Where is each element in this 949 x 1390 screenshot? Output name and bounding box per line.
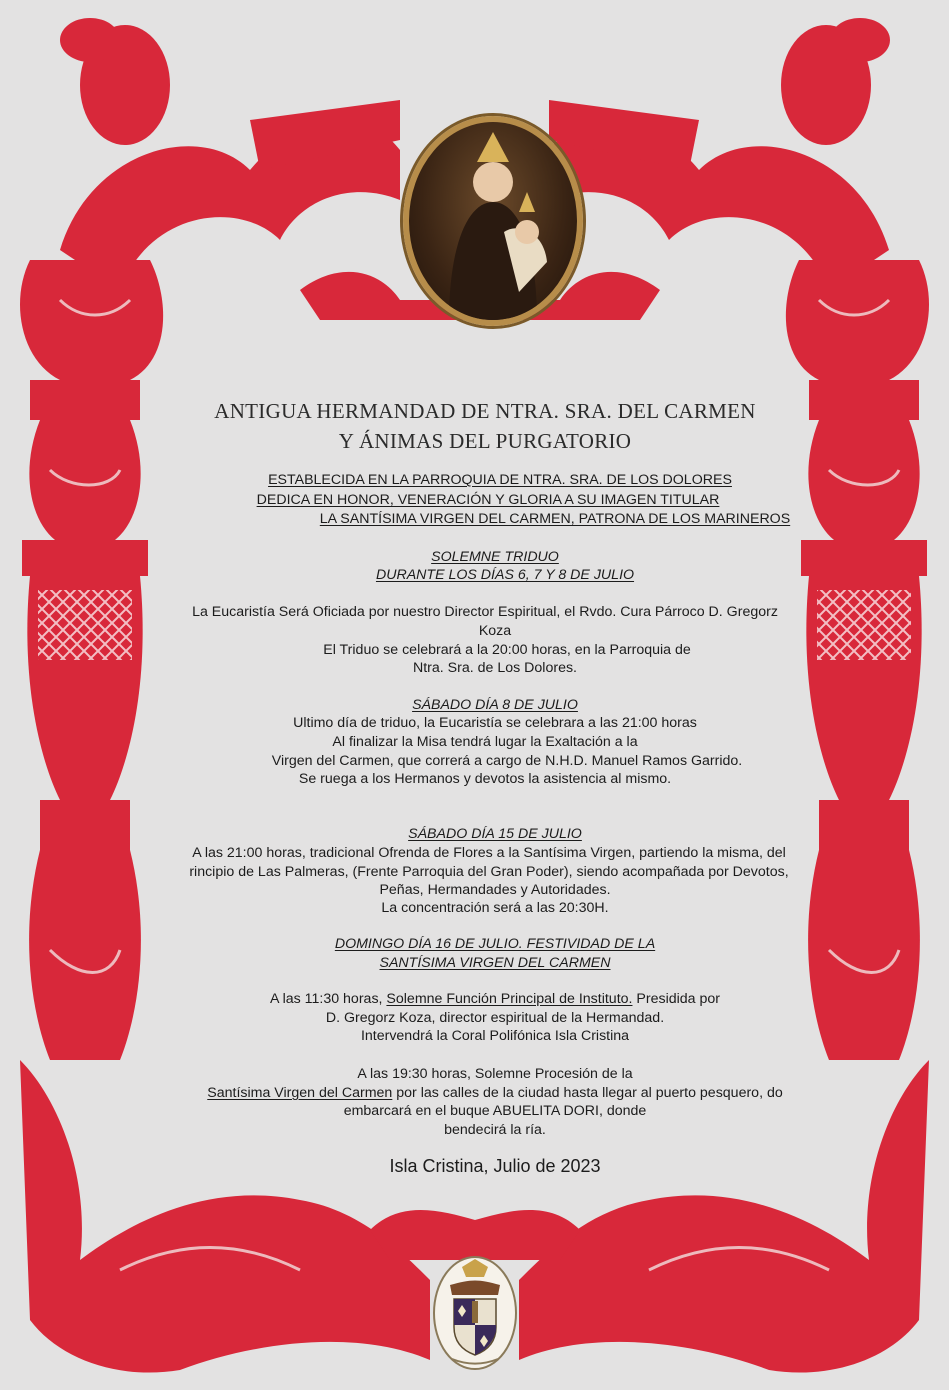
announcement-body <box>150 0 840 1390</box>
domingo16-heading-2: SANTÍSIMA VIRGEN DEL CARMEN <box>379 955 611 971</box>
sabado8-line-4: Se ruega a los Hermanos y devotos la asistencia al mismo. <box>298 771 672 787</box>
domingo16-heading-1: DOMINGO DÍA 16 DE JULIO. FESTIVIDAD DE LA <box>334 936 656 952</box>
procesion-line-3: embarcará en el buque ABUELITA DORI, donde <box>343 1103 647 1119</box>
sabado15-line-2: rincipio de Las Palmeras, (Frente Parroquia del Gran Poder), siendo acompañada por Devotos, <box>189 864 789 880</box>
procesion-line-1: A las 19:30 horas, Solemne Procesión de la <box>357 1066 633 1082</box>
sabado15-line-1: A las 21:00 horas, tradicional Ofrenda de Flores a la Santísima Virgen, partiendo la misma, del <box>192 845 786 861</box>
title-line-2: Y ÁNIMAS DEL PURGATORIO <box>338 429 632 453</box>
sabado8-line-3: Virgen del Carmen, que correrá a cargo de N.H.D. Manuel Ramos Garrido. <box>271 753 743 769</box>
title-line-1: ANTIGUA HERMANDAD DE NTRA. SRA. DEL CARMEN <box>214 399 756 423</box>
sabado8-line-2: Al finalizar la Misa tendrá lugar la Exaltación a la <box>332 734 638 750</box>
funcion-post: Presidida por <box>632 991 721 1007</box>
funcion-line <box>150 991 840 1007</box>
triduo-line-1: La Eucaristía Será Oficiada por nuestro Director Espiritual, el Rvdo. Cura Párroco D. Gregorz <box>192 604 778 620</box>
place-date: Isla Cristina, Julio de 2023 <box>389 1156 601 1176</box>
procesion-line-2 <box>150 1085 840 1101</box>
funcion-link[interactable]: Solemne Función Principal de Instituto. <box>386 991 633 1007</box>
sabado8-heading: SÁBADO DÍA 8 DE JULIO <box>412 697 578 713</box>
sabado8-line-1: Ultimo día de triduo, la Eucaristía se celebrara a las 21:00 horas <box>293 715 697 731</box>
intro-line-2: DEDICA EN HONOR, VENERACIÓN Y GLORIA A SU IMAGEN TITULAR <box>256 492 720 508</box>
sabado15-heading: SÁBADO DÍA 15 DE JULIO <box>408 826 582 842</box>
brotherhood-crest-icon <box>432 1255 518 1371</box>
triduo-line-4: Ntra. Sra. de Los Dolores. <box>412 660 577 676</box>
funcion-line-3: Intervendrá la Coral Polifónica Isla Cristina <box>360 1028 630 1044</box>
intro-line-3: LA SANTÍSIMA VIRGEN DEL CARMEN, PATRONA DE LOS MARINEROS <box>319 511 791 527</box>
procesion-link[interactable]: Santísima Virgen del Carmen <box>207 1085 393 1101</box>
intro-line-1: ESTABLECIDA EN LA PARROQUIA DE NTRA. SRA. DE LOS DOLORES <box>268 472 732 488</box>
triduo-line-3: El Triduo se celebrará a la 20:00 horas, en la Parroquia de <box>323 642 691 658</box>
funcion-line-2: D. Gregorz Koza, director espiritual de la Hermandad. <box>325 1010 665 1026</box>
funcion-pre: A las 11:30 horas, <box>269 991 387 1007</box>
procesion-line-4: bendecirá la ría. <box>444 1122 546 1138</box>
sabado15-line-3: Peñas, Hermandades y Autoridades. <box>379 882 611 898</box>
sabado15-line-4: La concentración será a las 20:30H. <box>381 900 609 916</box>
triduo-heading-1: SOLEMNE TRIDUO <box>431 549 559 565</box>
triduo-line-2: Koza <box>478 623 512 639</box>
triduo-heading-2: DURANTE LOS DÍAS 6, 7 Y 8 DE JULIO <box>375 567 635 583</box>
procesion-post: por las calles de la ciudad hasta llegar al puerto pesquero, do <box>392 1085 783 1101</box>
